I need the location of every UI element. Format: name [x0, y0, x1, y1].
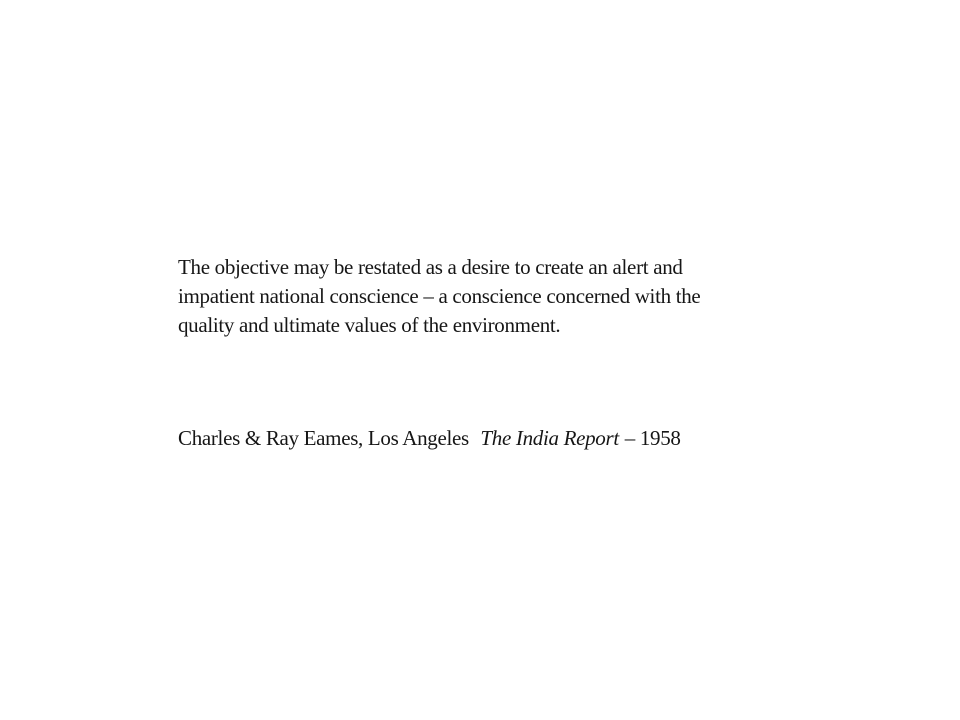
quote-line-2: impatient national conscience – a conscience concerned with the	[178, 284, 701, 308]
quote-line-3: quality and ultimate values of the environment.	[178, 313, 561, 337]
quote-paragraph	[178, 253, 818, 340]
citation-attribution: Charles & Ray Eames, Los Angeles	[178, 426, 469, 450]
citation	[178, 424, 878, 453]
quote-line-1: The objective may be restated as a desire to create an alert and	[178, 255, 683, 279]
citation-work-title: The India Report	[480, 426, 619, 450]
citation-year: – 1958	[624, 426, 681, 450]
